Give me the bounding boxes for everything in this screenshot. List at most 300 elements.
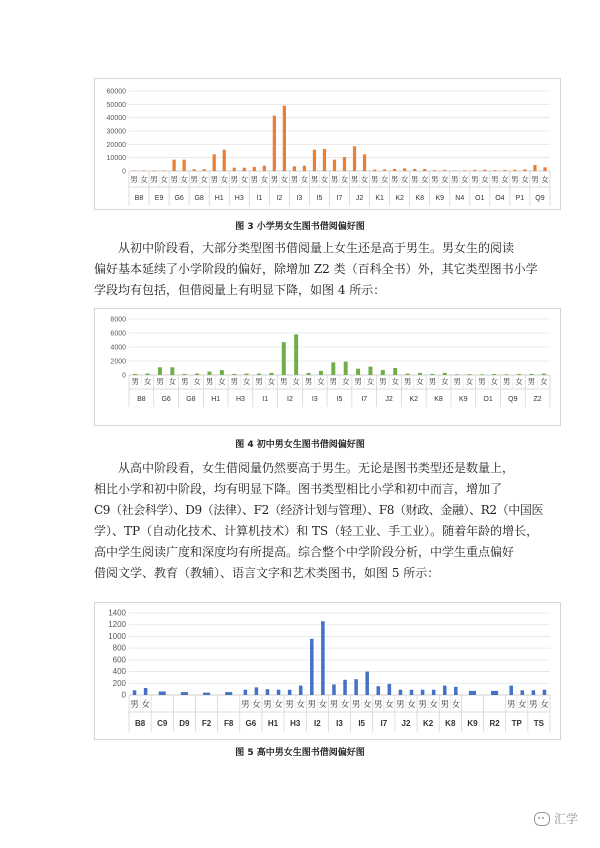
sub-label: 男 [440, 700, 450, 710]
sub-label: 男 [130, 700, 139, 710]
bar [183, 374, 187, 375]
y-tick-label: 0 [121, 690, 126, 700]
sub-label: 男 [354, 377, 362, 386]
bar [277, 690, 281, 695]
sub-label: 女 [274, 700, 283, 710]
bar [353, 146, 356, 171]
bar [430, 374, 434, 375]
sub-label: 女 [341, 377, 350, 386]
sub-label: 女 [180, 175, 188, 184]
category-label: G6 [161, 396, 171, 403]
sub-label: 女 [481, 175, 489, 184]
bar [193, 169, 196, 171]
bar [257, 374, 261, 375]
chart-fig4 [94, 308, 561, 426]
category-label: TP [511, 719, 522, 728]
sub-label: 女 [292, 377, 300, 386]
category-label: K2 [423, 719, 434, 728]
category-label: H1 [214, 195, 224, 202]
bar [255, 687, 259, 695]
sub-label: 男 [379, 377, 387, 386]
bar [144, 688, 148, 695]
sub-label: 男 [418, 700, 427, 710]
sub-label: 女 [385, 700, 394, 710]
sub-label: 女 [280, 175, 289, 184]
sub-label: 男 [329, 377, 338, 386]
category-label: I3 [336, 719, 343, 728]
paragraph-line: 高中学生阅读广度和深度均有所提高。综合整个中学阶段分析，中学生重点偏好 [94, 545, 515, 559]
sub-label: 女 [441, 175, 449, 184]
bar [529, 374, 533, 375]
chart-fig5-svg [95, 603, 560, 739]
category-label: K2 [409, 396, 419, 403]
sub-label: 女 [540, 700, 549, 710]
sub-label: 女 [300, 175, 309, 184]
bar [183, 160, 186, 171]
sub-label: 女 [260, 175, 269, 184]
paragraph-high-school [94, 458, 560, 584]
category-label: B8 [137, 396, 146, 403]
bar [413, 169, 416, 171]
bar [331, 362, 335, 375]
bar [523, 169, 526, 171]
bar [521, 690, 525, 695]
bar [433, 170, 436, 171]
bar [505, 374, 509, 375]
sub-label: 女 [140, 175, 148, 184]
bar [158, 367, 162, 375]
bar [159, 691, 166, 695]
sub-label: 男 [529, 700, 538, 710]
bar [282, 342, 286, 375]
sub-label: 女 [451, 700, 461, 710]
bar [492, 374, 496, 375]
category-label: I5 [336, 396, 343, 403]
bar [453, 170, 456, 171]
category-label: G8 [186, 396, 196, 403]
sub-label: 男 [210, 175, 218, 184]
sub-label: 女 [340, 700, 350, 710]
caption-fig5: 图 5 高中男女生图书借阅偏好图 [235, 748, 365, 758]
bar [399, 690, 403, 695]
bar [220, 370, 224, 375]
sub-label: 女 [501, 175, 509, 184]
paragraph-line: 相比小学和初中阶段，均有明显下降。图书类型相比小学和初中而言，增加了 [94, 482, 503, 496]
sub-label: 女 [240, 175, 249, 184]
sub-label: 女 [429, 700, 438, 710]
category-label: H3 [290, 719, 301, 728]
bar [343, 680, 347, 695]
sub-label: 女 [490, 377, 499, 386]
category-label: I2 [287, 396, 293, 403]
bar [203, 169, 206, 171]
bar [225, 692, 232, 695]
sub-label: 女 [362, 700, 372, 710]
bar [323, 149, 326, 171]
bar [253, 167, 256, 171]
sub-label: 男 [330, 175, 339, 184]
bar [162, 170, 165, 171]
watermark [534, 810, 578, 827]
category-label: I2 [314, 719, 321, 728]
bar [313, 150, 316, 171]
sub-label: 男 [428, 377, 437, 386]
category-label: G6 [245, 719, 257, 728]
bar [418, 373, 422, 375]
sub-label: 女 [541, 175, 549, 184]
bar [245, 374, 249, 375]
bar [542, 374, 546, 375]
bar [468, 374, 472, 375]
y-tick-label: 1200 [108, 620, 126, 630]
category-label: TS [533, 719, 545, 728]
category-label: K8 [445, 719, 456, 728]
y-tick-label: 400 [112, 667, 126, 677]
bar [365, 672, 369, 695]
bar [443, 373, 447, 375]
bar [319, 371, 323, 375]
sub-label: 男 [350, 175, 359, 184]
category-label: O1 [483, 396, 493, 403]
chart-fig4-svg [95, 309, 560, 425]
paragraph-line: 借阅文学、教育（教辅）、语言文字和艺术类图书，如图 5 所示： [94, 566, 440, 580]
bar [483, 170, 486, 171]
sub-label: 女 [441, 377, 449, 386]
chart-fig3-svg [95, 79, 560, 209]
category-label: J2 [401, 719, 411, 728]
sub-label: 男 [471, 175, 479, 184]
bar [332, 684, 336, 695]
bar [533, 165, 536, 171]
sub-label: 男 [531, 175, 539, 184]
sub-label: 男 [491, 175, 499, 184]
sub-label: 男 [403, 377, 412, 386]
paragraph-line: C9（社会科学）、D9（法律）、F2（经济计划与管理）、F8（财政、金融）、R2（中国医 [94, 503, 544, 517]
sub-label: 男 [506, 700, 516, 710]
category-label: J2 [385, 396, 393, 403]
y-tick-label: 0 [122, 168, 126, 176]
sub-label: 女 [160, 175, 168, 184]
bar [203, 693, 210, 695]
paragraph-line: 从初中阶段看，大部分类型图书借阅量上女生还是高于男生。男女生的阅读 [118, 241, 515, 255]
bar [299, 686, 303, 695]
bar [133, 690, 137, 695]
bar [213, 154, 216, 171]
bar [455, 374, 459, 375]
bar [208, 372, 212, 376]
y-tick-label: 600 [112, 655, 126, 665]
sub-label: 女 [168, 377, 177, 386]
category-label: N4 [455, 195, 465, 202]
sub-label: 男 [451, 175, 459, 184]
sub-label: 男 [170, 175, 178, 184]
y-tick-label: 1400 [108, 608, 126, 618]
bar [321, 621, 325, 695]
y-tick-label: 800 [112, 643, 126, 653]
sub-label: 女 [391, 377, 399, 386]
bar [288, 690, 292, 695]
category-label: I7 [380, 719, 388, 728]
sub-label: 女 [366, 377, 375, 386]
bar [480, 374, 484, 375]
sub-label: 女 [360, 175, 369, 184]
category-label: H3 [235, 396, 245, 403]
bar [303, 166, 306, 171]
y-tick-label: 8000 [110, 316, 126, 324]
bar [223, 150, 226, 171]
sub-label: 女 [461, 175, 469, 184]
category-label: K8 [434, 396, 443, 403]
bar [517, 374, 521, 375]
sub-label: 男 [205, 377, 214, 386]
category-label: G6 [174, 195, 184, 202]
bar [263, 166, 266, 171]
category-label: E9 [154, 195, 164, 202]
sub-label: 男 [280, 377, 288, 386]
y-tick-label: 60000 [106, 88, 126, 96]
sub-label: 男 [310, 175, 319, 184]
sub-label: 男 [270, 175, 279, 184]
bar [410, 690, 414, 695]
sub-label: 女 [267, 377, 276, 386]
sub-label: 女 [252, 700, 261, 710]
bar [454, 687, 458, 695]
category-label: D9 [179, 719, 190, 728]
y-tick-label: 4000 [110, 344, 126, 352]
bar [443, 170, 446, 171]
bar [368, 367, 372, 375]
sub-label: 女 [420, 175, 429, 184]
bar [133, 374, 137, 375]
sub-label: 女 [143, 377, 152, 386]
sub-label: 女 [400, 175, 409, 184]
bar [146, 374, 150, 375]
category-label: I3 [311, 396, 318, 403]
bar [388, 684, 392, 695]
sub-label: 女 [416, 377, 424, 386]
category-label: K9 [467, 719, 478, 728]
bar [273, 116, 276, 171]
bar [354, 679, 358, 695]
bar [432, 690, 436, 695]
bar [356, 369, 360, 375]
sub-label: 女 [465, 377, 474, 386]
sub-label: 男 [329, 700, 339, 710]
bar [543, 690, 547, 695]
sub-label: 男 [130, 175, 138, 184]
sub-label: 男 [453, 377, 461, 386]
sub-label: 男 [131, 377, 139, 386]
category-label: K8 [415, 195, 424, 202]
category-label: Q9 [508, 396, 518, 403]
sub-label: 女 [193, 377, 201, 386]
bar [491, 691, 498, 695]
sub-label: 男 [374, 700, 383, 710]
category-label: I3 [296, 195, 303, 202]
category-label: I7 [361, 396, 368, 403]
sub-label: 男 [370, 175, 379, 184]
category-label: Z2 [533, 396, 542, 403]
y-tick-label: 10000 [106, 155, 126, 163]
sub-label: 女 [200, 175, 208, 184]
sub-label: 女 [218, 377, 226, 386]
category-label: R2 [489, 719, 500, 728]
sub-label: 男 [430, 175, 439, 184]
sub-label: 男 [255, 377, 263, 386]
bar [244, 690, 248, 695]
category-label: K1 [375, 195, 384, 202]
paragraph-line: 学）、TP（自动化技术、计算机技术）和 TS（轻工业、手工业）。随着年龄的增长， [94, 524, 539, 538]
sub-label: 男 [190, 175, 198, 184]
bar [294, 334, 298, 375]
sub-label: 男 [351, 700, 361, 710]
sub-label: 女 [220, 175, 228, 184]
bar [243, 168, 246, 171]
category-label: I7 [336, 195, 343, 202]
category-label: F2 [201, 719, 212, 728]
y-tick-label: 40000 [106, 115, 126, 123]
bar [393, 169, 396, 171]
category-label: Q9 [535, 195, 545, 202]
sub-label: 男 [304, 377, 313, 386]
bar [283, 106, 286, 171]
category-label: B8 [134, 195, 144, 202]
chart-fig5 [94, 602, 561, 740]
y-tick-label: 6000 [110, 330, 126, 338]
bar [132, 171, 135, 172]
y-tick-label: 200 [112, 678, 126, 688]
bar [195, 374, 199, 375]
bar [473, 170, 476, 171]
category-label: K9 [435, 195, 445, 202]
sub-label: 男 [307, 700, 317, 710]
sub-label: 女 [296, 700, 305, 710]
bar [269, 373, 273, 375]
sub-label: 女 [540, 377, 548, 386]
category-label: O4 [495, 195, 505, 202]
sub-label: 女 [141, 700, 150, 710]
sub-label: 男 [263, 700, 272, 710]
caption-fig4: 图 4 初中男女生图书借阅偏好图 [235, 440, 365, 450]
sub-label: 女 [407, 700, 416, 710]
bar [266, 689, 270, 695]
bar [373, 170, 376, 171]
y-tick-label: 50000 [106, 101, 126, 109]
category-label: C9 [157, 719, 168, 728]
bar [406, 374, 410, 375]
sub-label: 男 [156, 377, 164, 386]
category-label: I5 [358, 719, 365, 728]
bar [543, 167, 546, 171]
bar [469, 691, 476, 695]
category-label: I5 [316, 195, 323, 202]
bar [170, 367, 174, 375]
category-label: H3 [234, 195, 244, 202]
bar [152, 171, 155, 172]
bar [393, 368, 397, 375]
sub-label: 女 [242, 377, 251, 386]
sub-label: 女 [320, 175, 329, 184]
category-label: G8 [194, 195, 204, 202]
sub-label: 女 [521, 175, 529, 184]
category-label: I2 [276, 195, 283, 202]
sub-label: 男 [478, 377, 486, 386]
bar [383, 169, 386, 171]
caption-fig3: 图 3 小学男女生图书借阅偏好图 [235, 222, 365, 232]
bar [333, 160, 336, 171]
bar [181, 692, 188, 695]
sub-label: 女 [515, 377, 523, 386]
sub-label: 男 [410, 175, 419, 184]
bar [293, 166, 296, 171]
sub-label: 女 [318, 700, 328, 710]
category-label: K9 [459, 396, 468, 403]
bar [421, 690, 425, 695]
category-label: H1 [211, 396, 221, 403]
category-label: J2 [355, 195, 364, 202]
sub-label: 男 [230, 175, 238, 184]
y-tick-label: 20000 [106, 141, 126, 149]
bar [307, 373, 311, 375]
paragraph-middle-school [94, 238, 560, 301]
sub-label: 男 [290, 175, 299, 184]
sub-label: 男 [527, 377, 536, 386]
bar [423, 169, 426, 171]
sub-label: 男 [241, 700, 250, 710]
category-label: P1 [515, 195, 525, 202]
chart-fig3 [94, 78, 561, 210]
sub-label: 男 [285, 700, 294, 710]
paragraph-line: 从高中阶段看，女生借阅量仍然要高于男生。无论是图书类型还是数量上， [118, 461, 515, 475]
bar [363, 154, 366, 171]
bar [381, 370, 385, 375]
category-label: F8 [224, 719, 234, 728]
bar [232, 374, 236, 375]
sub-label: 男 [230, 377, 238, 386]
category-label: I1 [262, 396, 269, 403]
sub-label: 女 [518, 700, 527, 710]
sub-label: 男 [390, 175, 399, 184]
sub-label: 男 [180, 377, 189, 386]
category-label: I1 [256, 195, 263, 202]
sub-label: 男 [396, 700, 405, 710]
bar [142, 171, 145, 172]
bar [509, 686, 513, 695]
bar [513, 170, 516, 171]
watermark-text: 汇学 [553, 812, 578, 826]
category-label: K2 [395, 195, 404, 202]
bar [493, 170, 496, 171]
bar [503, 170, 506, 171]
bar [173, 160, 176, 171]
bar [343, 157, 346, 171]
bar [532, 690, 536, 695]
bar [377, 686, 381, 695]
paragraph-line: 学段均有包括，但借阅量上有明显下降，如图 4 所示： [94, 283, 386, 297]
bar [310, 639, 314, 695]
wechat-icon [534, 812, 550, 826]
bar [344, 362, 348, 375]
category-label: B8 [134, 719, 146, 728]
sub-label: 女 [340, 175, 349, 184]
sub-label: 女 [317, 377, 325, 386]
sub-label: 男 [150, 175, 158, 184]
category-label: O1 [475, 195, 485, 202]
y-tick-label: 2000 [110, 358, 126, 366]
y-tick-label: 1000 [108, 631, 126, 641]
y-tick-label: 30000 [106, 128, 126, 136]
category-label: H1 [267, 719, 279, 728]
